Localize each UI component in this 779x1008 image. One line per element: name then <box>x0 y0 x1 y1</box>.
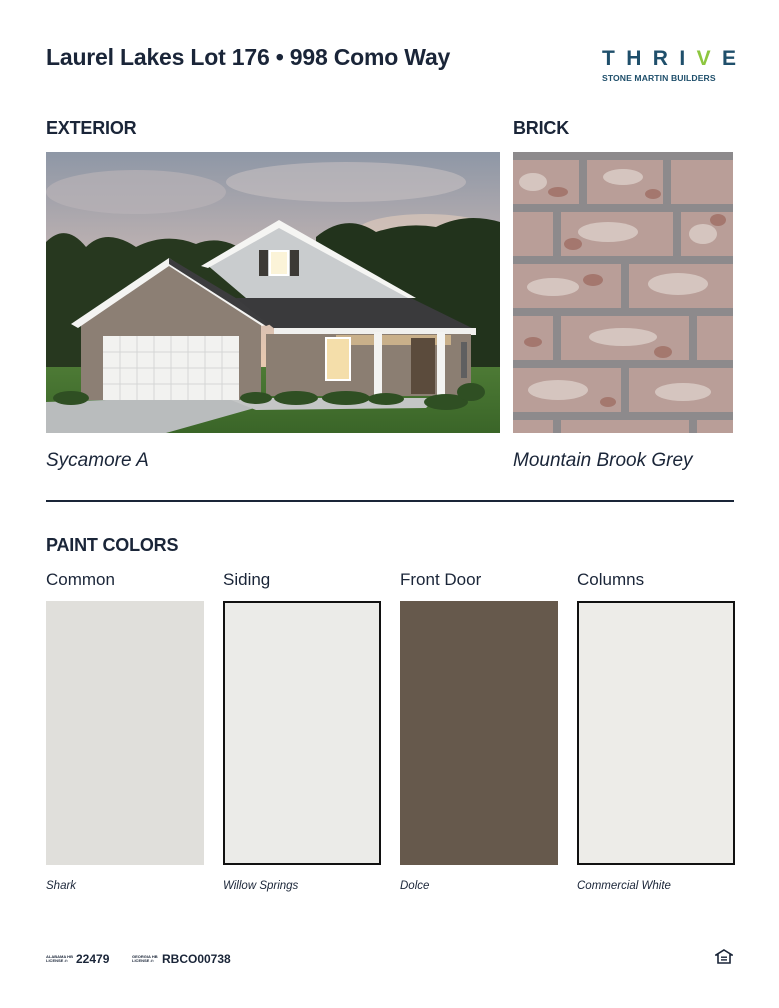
logo-letter: T <box>602 47 615 70</box>
logo-letter: E <box>721 47 736 70</box>
logo-letter: R <box>652 47 668 70</box>
license-label-line1: ALABAMA HB <box>46 953 73 959</box>
license-alabama <box>46 952 109 966</box>
license-label <box>132 955 162 964</box>
swatch-name-common: Shark <box>46 880 77 892</box>
swatch-name-siding: Willow Springs <box>223 880 299 892</box>
logo-letter: H <box>626 47 642 70</box>
brick-texture <box>513 152 733 433</box>
page-title: Laurel Lakes Lot 176 • 998 Como Way <box>46 44 451 70</box>
brick-photo <box>513 152 733 433</box>
brick-caption: Mountain Brook Grey <box>513 450 693 471</box>
exterior-photo <box>46 152 500 433</box>
swatch-columns <box>577 601 735 865</box>
swatch-name-front-door: Dolce <box>400 880 430 892</box>
house-rendering <box>46 152 500 433</box>
section-divider <box>46 500 734 502</box>
paint-colors-heading: PAINT COLORS <box>46 535 179 555</box>
license-number: 22479 <box>76 952 110 966</box>
license-label <box>46 955 76 964</box>
logo-wordmark <box>602 47 736 71</box>
license-label-line2: LICENSE #: <box>46 958 69 963</box>
logo-subtitle: STONE MARTIN BUILDERS <box>602 73 716 83</box>
logo-letter-accent: V <box>696 47 711 70</box>
exterior-caption: Sycamore A <box>46 450 149 471</box>
brick-heading: BRICK <box>513 118 569 138</box>
swatch-front-door <box>400 601 558 865</box>
swatch-common <box>46 601 204 865</box>
license-number: RBCO00738 <box>162 952 231 966</box>
swatch-name-columns: Commercial White <box>577 880 671 892</box>
exterior-heading: EXTERIOR <box>46 118 137 138</box>
swatch-label-front-door: Front Door <box>400 570 482 589</box>
swatch-label-columns: Columns <box>577 570 645 589</box>
swatch-siding <box>223 601 381 865</box>
license-label-line1: GEORGIA HB <box>132 953 158 959</box>
logo-letter: I <box>679 47 686 70</box>
swatch-label-common: Common <box>46 570 115 589</box>
license-label-line2: LICENSE #: <box>132 958 155 963</box>
thrive-logo <box>602 47 736 87</box>
license-georgia <box>132 952 231 966</box>
equal-housing-icon <box>715 949 733 964</box>
swatch-label-siding: Siding <box>223 570 271 589</box>
